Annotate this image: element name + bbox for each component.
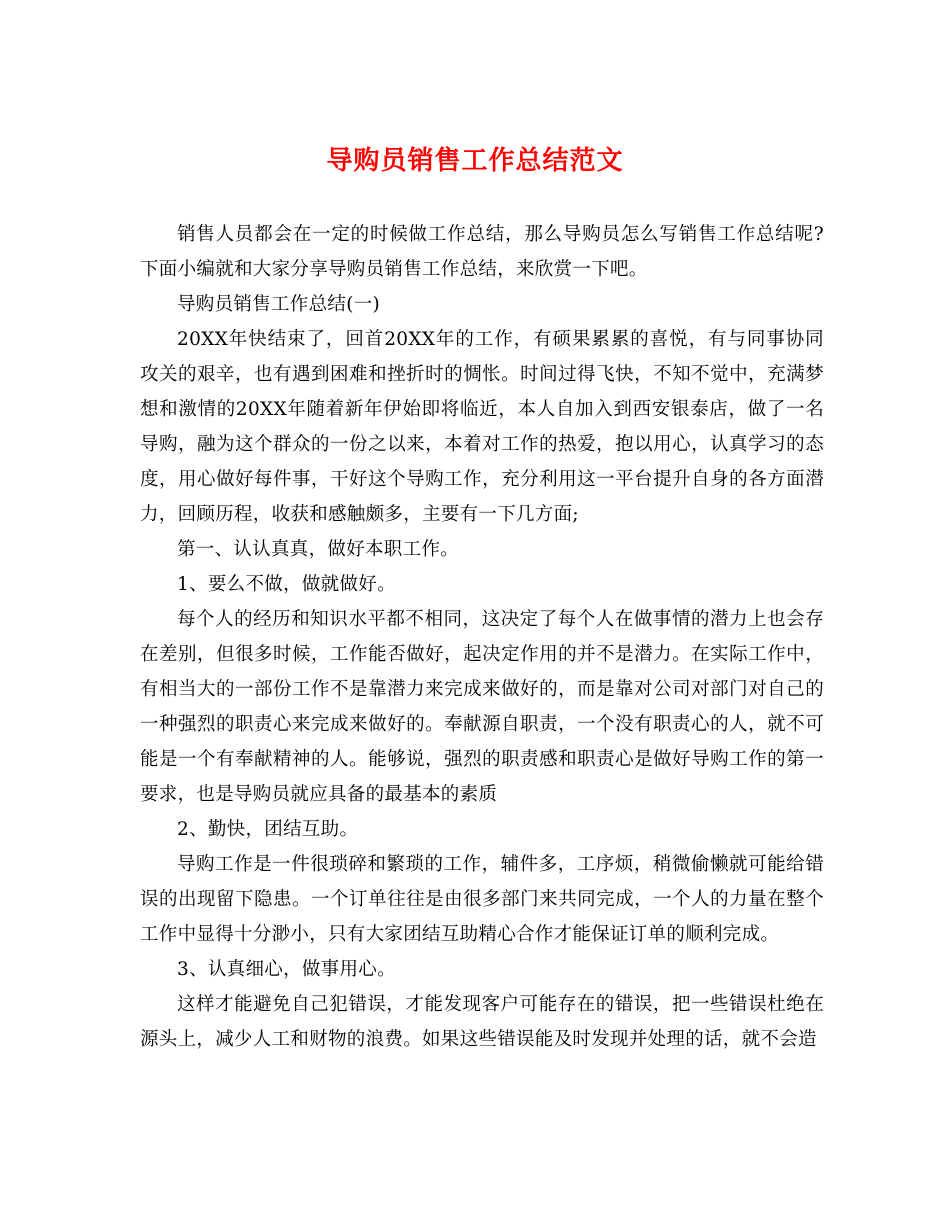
document-title: 导购员销售工作总结范文 — [326, 146, 624, 176]
paragraph-teamwork: 导购工作是一件很琐碎和繁琐的工作，辅件多，工序烦，稍微偷懒就可能给错误的出现留下隐患。一个订单往往是由很多部门来共同完成，一个人的力量在整个工作中显得十分渺小，只有大家团结互助精心合作才能保证订单的顺利完成。 — [140, 854, 824, 945]
subheading-1: 1、要么不做，做就做好。 — [177, 574, 396, 595]
document-body — [140, 217, 824, 1057]
subheading-2: 2、勤快，团结互助。 — [177, 819, 359, 840]
paragraph-responsibility: 每个人的经历和知识水平都不相同，这决定了每个人在做事情的潜力上也会存在差别，但很多时候，工作能否做好，起决定作用的并不是潜力。在实际工作中，有相当大的一部份工作不是靠潜力来完成来做好的，而是靠对公司对部门对自己的一种强烈的职责心来完成来做好的。奉献源自职责，一个没有职责心的人，就不可能是一个有奉献精神的人。能够说，强烈的职责感和职责心是做好导购工作的第一要求，也是导购员就应具备的最基本的素质 — [140, 609, 824, 805]
section-heading-summary-one: 导购员销售工作总结(一) — [177, 294, 381, 315]
paragraph-year-review: 20XX年快结束了，回首20XX年的工作，有硕果累累的喜悦，有与同事协同攻关的艰辛，也有遇到困难和挫折时的惆怅。时间过得飞快，不知不觉中，充满梦想和激情的20XX年随着新年伊始即将临近，本人自加入到西安银泰店，做了一名导购，融为这个群众的一份之以来，本着对工作的热爱，抱以用心，认真学习的态度，用心做好每件事，干好这个导购工作，充分利用这一平台提升自身的各方面潜力，回顾历程，收获和感触颇多，主要有一下几方面; — [140, 329, 824, 525]
paragraph-carefulness: 这样才能避免自己犯错误，才能发现客户可能存在的错误，把一些错误杜绝在源头上，减少人工和财物的浪费。如果这些错误能及时发现并处理的话，就不会造 — [140, 994, 824, 1050]
paragraph-intro: 销售人员都会在一定的时候做工作总结，那么导购员怎么写销售工作总结呢?下面小编就和大家分享导购员销售工作总结，来欣赏一下吧。 — [140, 224, 824, 280]
section-heading-first: 第一、认认真真，做好本职工作。 — [177, 539, 460, 560]
subheading-3: 3、认真细心，做事用心。 — [177, 959, 396, 980]
